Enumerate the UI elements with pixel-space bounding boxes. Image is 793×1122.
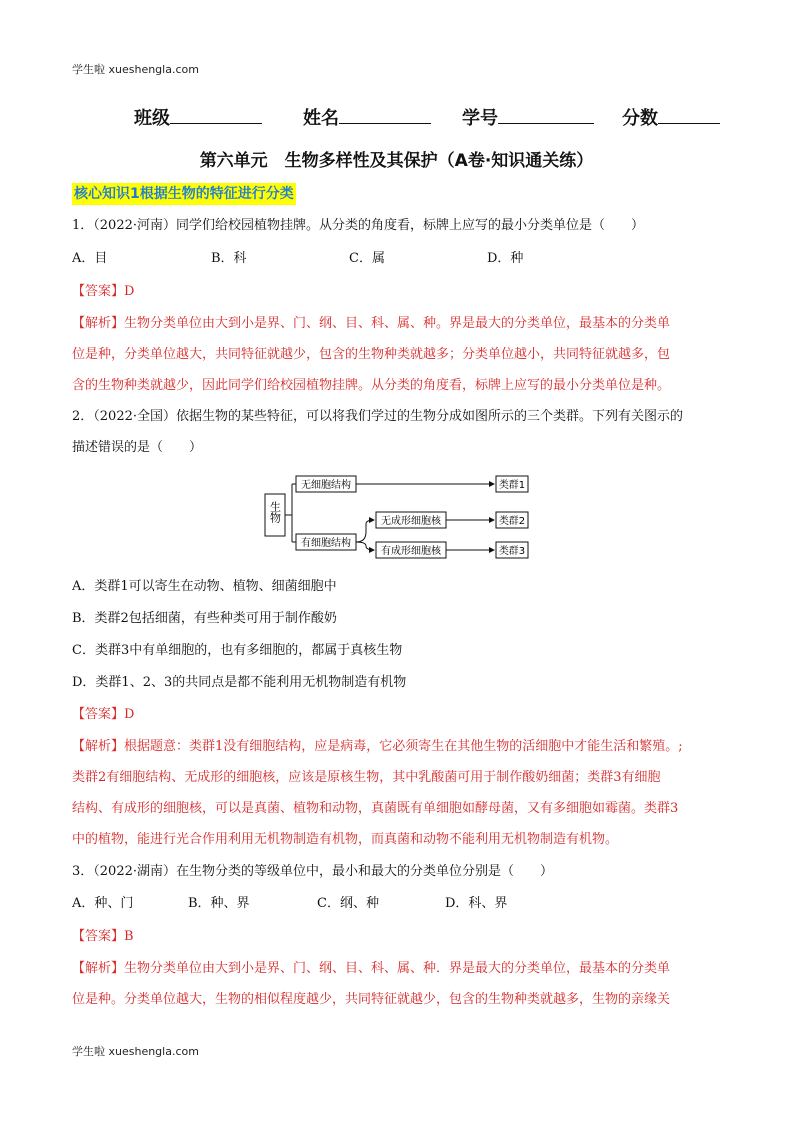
class-field bbox=[134, 104, 262, 130]
q3-stem: 3．（2022·湖南）在生物分类的等级单位中，最小和最大的分类单位分别是（ ） bbox=[72, 864, 553, 879]
name-label: 姓名 bbox=[303, 108, 339, 129]
diagram-sub-b2-label: 有成形细胞核 bbox=[381, 546, 441, 557]
diagram-sub-b1-label: 无成形细胞核 bbox=[381, 516, 441, 527]
q2-analysis-line: 【解析】根据题意：类群1没有细胞结构，应是病毒，它必须寄生在其他生物的活细胞中才能生活和繁殖。; bbox=[72, 739, 683, 754]
q1-analysis-line: 含的生物种类就越少，因此同学们给校园植物挂牌。从分类的角度看，标牌上应写的最小分类单位是种。 bbox=[72, 378, 671, 393]
student-info-bar bbox=[0, 104, 793, 130]
q2-option-a: A．类群1可以寄生在动物、植物、细菌细胞中 bbox=[72, 579, 337, 594]
q1-option-c: C．属 bbox=[349, 251, 385, 266]
footer-watermark: 学生啦 xueshengla.com bbox=[72, 1045, 199, 1058]
q2-stem-line: 2．（2022·全国）依据生物的某些特征，可以将我们学过的生物分成如图所示的三个类群。下列有关图示的 bbox=[72, 409, 683, 424]
q1-option-b: B．科 bbox=[211, 251, 247, 266]
q2-analysis-line: 结构、有成形的细胞核，可以是真菌、植物和动物，真菌既有单细胞如酵母菌，又有多细胞如霉菌。类群3 bbox=[72, 801, 679, 816]
diagram-brace bbox=[285, 484, 296, 542]
score-field bbox=[622, 104, 720, 130]
diagram-arrow-b2 bbox=[356, 542, 374, 550]
q3-answer: 【答案】B bbox=[72, 929, 134, 944]
q3-analysis-line: 【解析】生物分类单位由大到小是界、门、纲、目、科、属、种．界是最大的分类单位，最基本的分类单 bbox=[72, 961, 671, 976]
q3-option-b: B．种、界 bbox=[188, 896, 250, 911]
q1-analysis-line: 【解析】生物分类单位由大到小是界、门、纲、目、科、属、种。界是最大的分类单位，最基本的分类单 bbox=[72, 316, 671, 331]
diagram-branch-b-label: 有细胞结构 bbox=[301, 538, 351, 549]
diagram-branch-a-label: 无细胞结构 bbox=[301, 480, 351, 491]
q3-option-d: D．科、界 bbox=[445, 896, 508, 911]
q1-option-d: D．种 bbox=[487, 251, 524, 266]
q2-option-c: C．类群3中有单细胞的，也有多细胞的，都属于真核生物 bbox=[72, 643, 403, 658]
diagram-root-label: 生物 bbox=[268, 501, 282, 523]
q1-stem: 1．（2022·河南）同学们给校园植物挂牌。从分类的角度看，标牌上应写的最小分类单位是（ ） bbox=[72, 218, 644, 233]
q2-option-d: D．类群1、2、3的共同点是都不能利用无机物制造有机物 bbox=[72, 675, 407, 690]
q3-analysis-line: 位是种。分类单位越大，生物的相似程度越少，共同特征就越少，包含的生物种类就越多，生物的亲缘关 bbox=[72, 992, 671, 1007]
section-heading: 核心知识1根据生物的特征进行分类 bbox=[72, 183, 296, 205]
class-blank[interactable] bbox=[170, 105, 262, 124]
q2-answer: 【答案】D bbox=[72, 707, 135, 722]
score-label: 分数 bbox=[622, 108, 658, 129]
diagram-group3-label: 类群3 bbox=[498, 546, 526, 557]
score-blank[interactable] bbox=[658, 105, 720, 124]
page-title: 第六单元 生物多样性及其保护（A卷·知识通关练） bbox=[199, 151, 594, 171]
class-label: 班级 bbox=[134, 108, 170, 129]
q3-option-c: C．纲、种 bbox=[317, 896, 379, 911]
header-watermark: 学生啦 xueshengla.com bbox=[72, 63, 199, 76]
diagram-group1-label: 类群1 bbox=[498, 480, 526, 491]
q2-option-b: B．类群2包括细菌，有些种类可用于制作酸奶 bbox=[72, 611, 337, 626]
q2-analysis-line: 中的植物，能进行光合作用利用无机物制造有机物，而真菌和动物不能利用无机物制造有机物。 bbox=[72, 832, 619, 847]
name-blank[interactable] bbox=[339, 105, 431, 124]
classification-diagram bbox=[262, 470, 532, 566]
id-blank[interactable] bbox=[498, 105, 594, 124]
q2-analysis-line: 类群2有细胞结构、无成形的细胞核，应该是原核生物，其中乳酸菌可用于制作酸奶细菌；类群3有细胞 bbox=[72, 770, 661, 785]
q2-stem-line: 描述错误的是（ ） bbox=[72, 440, 203, 455]
q1-answer: 【答案】D bbox=[72, 284, 135, 299]
diagram-arrow-b1 bbox=[356, 520, 374, 542]
q3-option-a: A．种、门 bbox=[72, 896, 134, 911]
q1-option-a: A．目 bbox=[72, 251, 108, 266]
id-field bbox=[462, 104, 594, 130]
id-label: 学号 bbox=[462, 108, 498, 129]
diagram-group2-label: 类群2 bbox=[498, 516, 526, 527]
q1-analysis-line: 位是种，分类单位越大，共同特征就越少，包含的生物种类就越多；分类单位越小，共同特征就越多，包 bbox=[72, 347, 671, 362]
name-field bbox=[303, 104, 431, 130]
